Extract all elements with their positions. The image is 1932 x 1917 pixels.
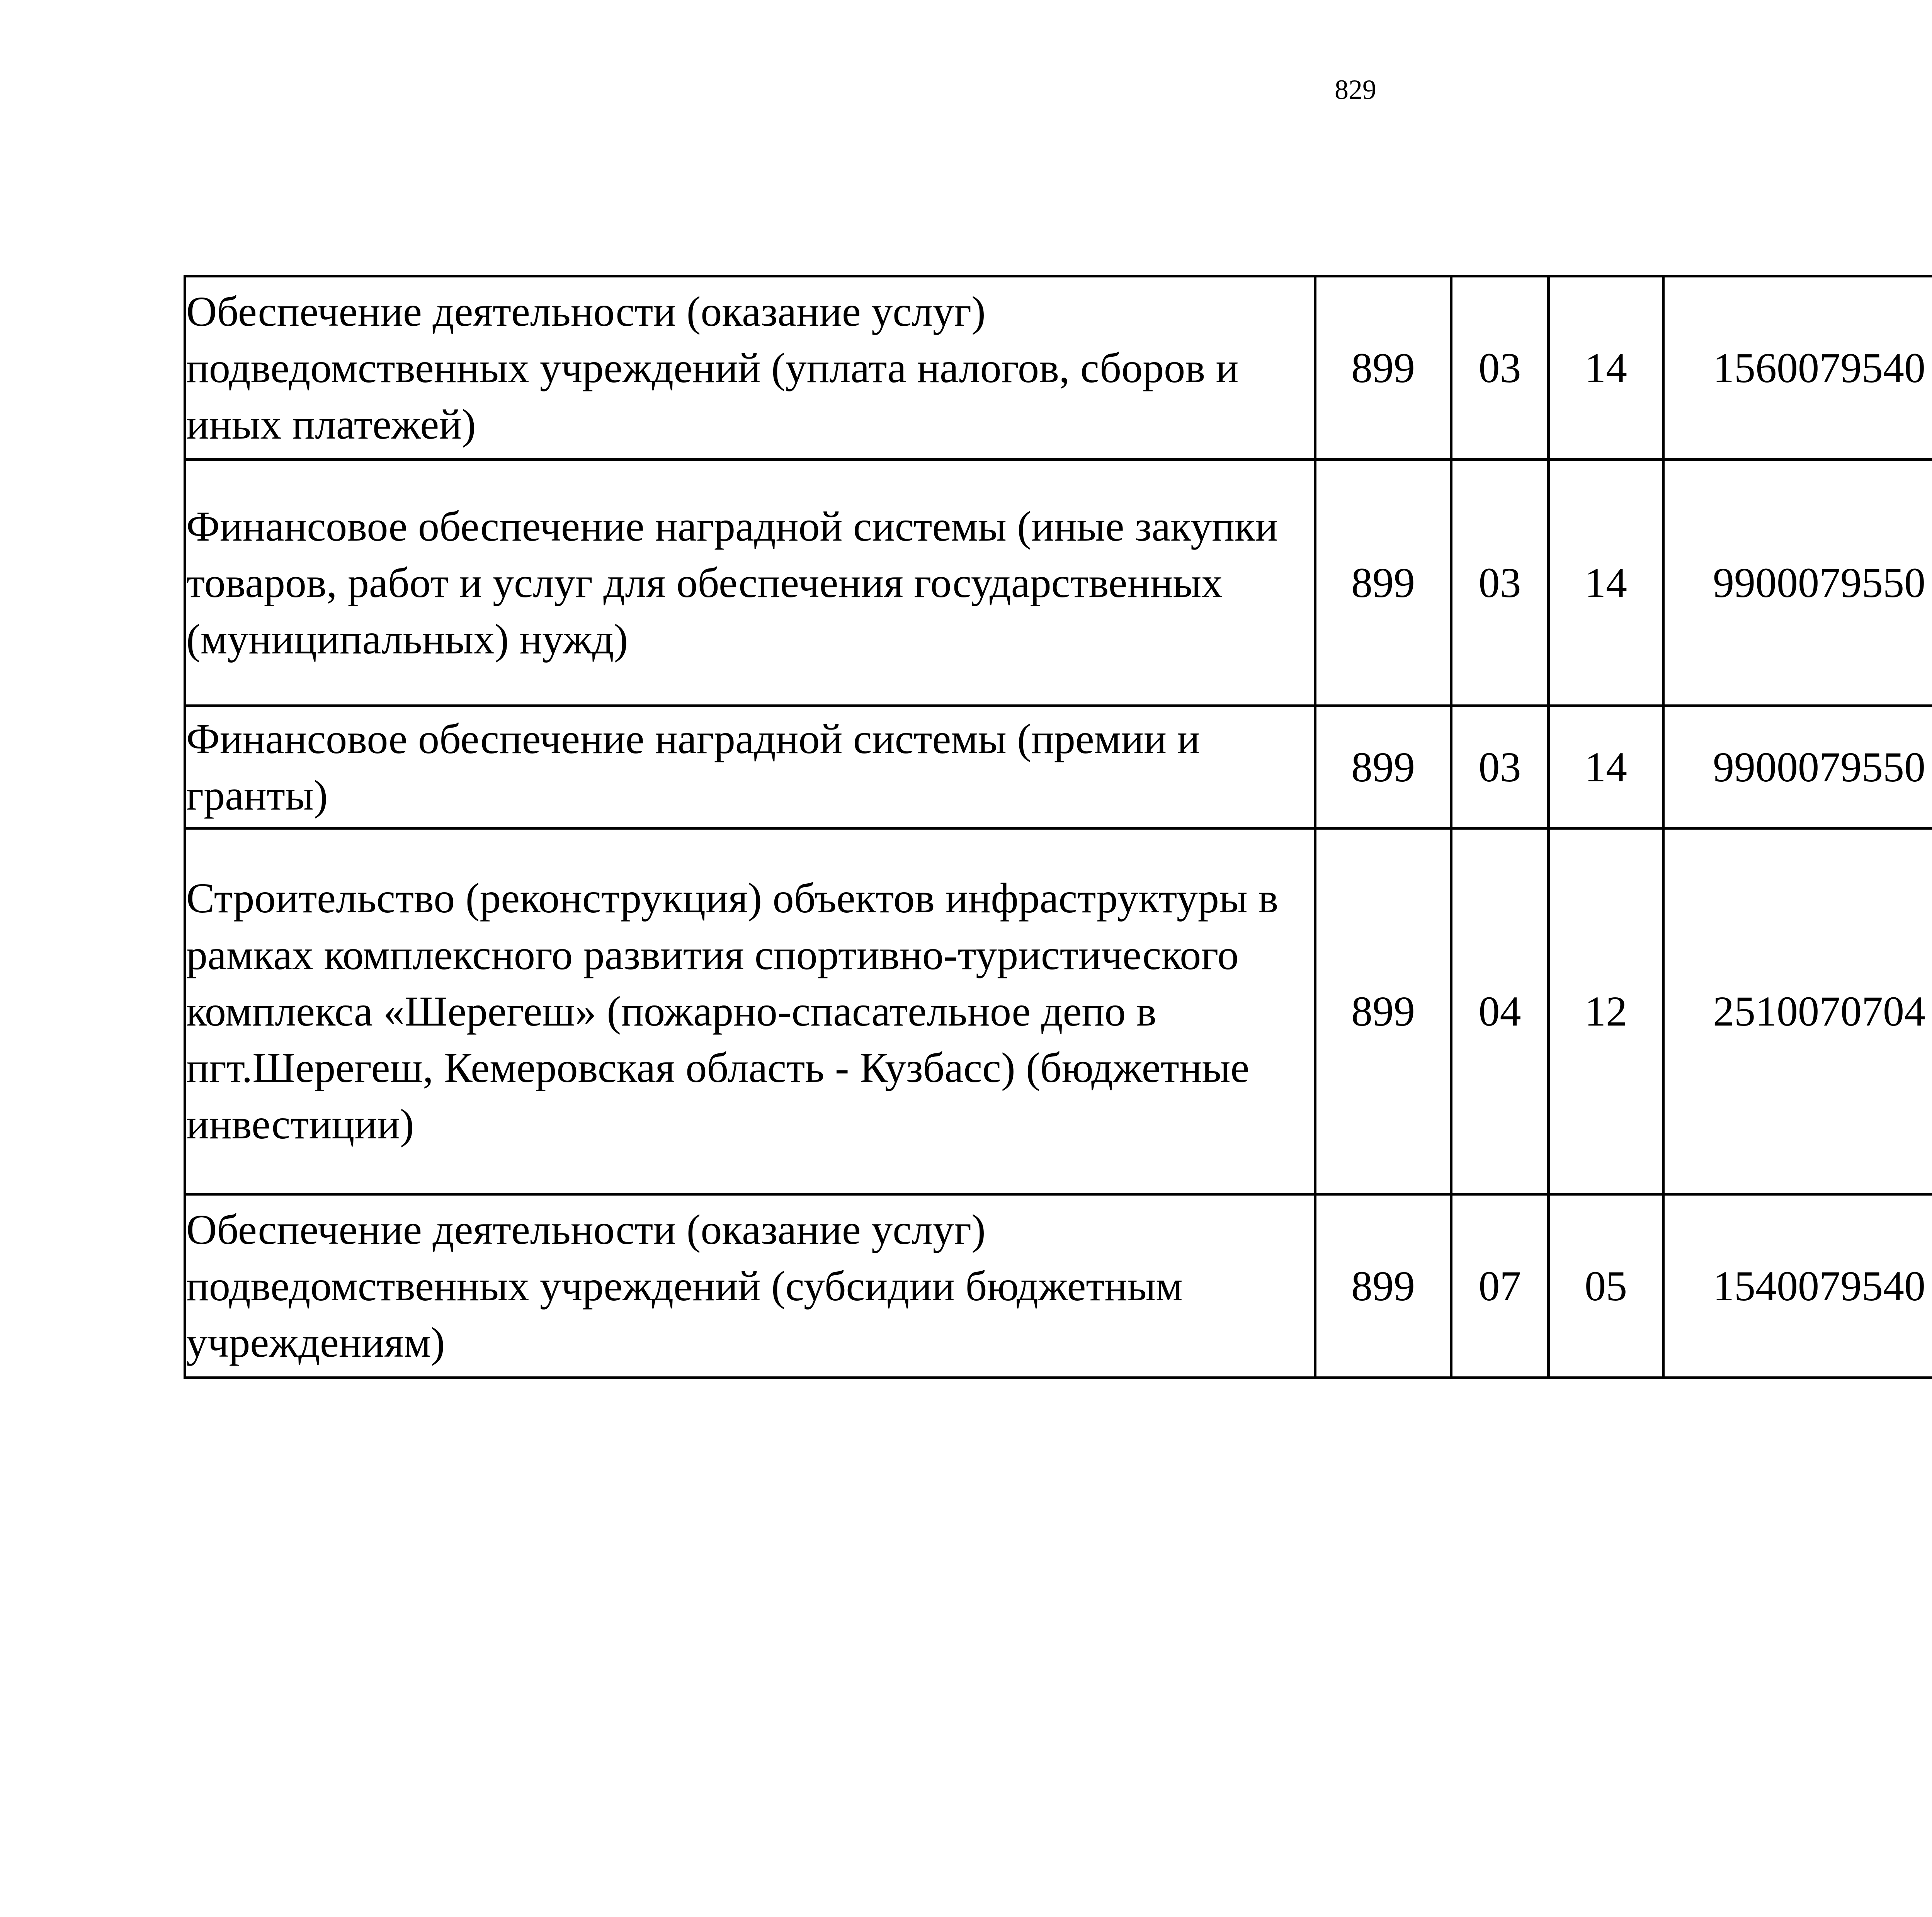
page-number: 829: [1335, 74, 1376, 105]
expense-name-cell: Обеспечение деятельности (оказание услуг) подведомственных учреждений (уплата налогов, сборов и иных платежей): [185, 276, 1315, 460]
target-article-cell: 2510070704: [1663, 828, 1932, 1194]
section-code-cell: 03: [1451, 276, 1549, 460]
org-code-cell: 899: [1315, 706, 1451, 828]
section-code-cell: 03: [1451, 706, 1549, 828]
target-article-cell: 9900079550: [1663, 706, 1932, 828]
subsection-code-cell: 14: [1549, 460, 1663, 706]
org-code-cell: 899: [1315, 828, 1451, 1194]
subsection-code-cell: 14: [1549, 276, 1663, 460]
subsection-code-cell: 14: [1549, 706, 1663, 828]
section-code-cell: 03: [1451, 460, 1549, 706]
table-row: [185, 828, 1932, 1194]
expense-name-cell: Финансовое обеспечение наградной системы (премии и гранты): [185, 706, 1315, 828]
subsection-code-cell: 12: [1549, 828, 1663, 1194]
table-row: [185, 460, 1932, 706]
expense-name-cell: Обеспечение деятельности (оказание услуг) подведомственных учреждений (субсидии бюджетным учреждениям): [185, 1194, 1315, 1378]
org-code-cell: 899: [1315, 1194, 1451, 1378]
org-code-cell: 899: [1315, 276, 1451, 460]
section-code-cell: 04: [1451, 828, 1549, 1194]
target-article-cell: 1560079540: [1663, 276, 1932, 460]
subsection-code-cell: 05: [1549, 1194, 1663, 1378]
table-row: [185, 276, 1932, 460]
expense-name-cell: Строительство (реконструкция) объектов инфраструктуры в рамках комплексного развития спортивно-туристического комплекса «Шерегеш» (пожарно-спасательное депо в пгт.Шерегеш, Кемеровская область - Кузбасс) (бюджетные инвестиции): [185, 828, 1315, 1194]
org-code-cell: 899: [1315, 460, 1451, 706]
budget-table: [184, 275, 1932, 1379]
section-code-cell: 07: [1451, 1194, 1549, 1378]
expense-name-cell: Финансовое обеспечение наградной системы (иные закупки товаров, работ и услуг для обеспечения государственных (муниципальных) нужд): [185, 460, 1315, 706]
table-row: [185, 706, 1932, 828]
table-row: [185, 1194, 1932, 1378]
target-article-cell: 1540079540: [1663, 1194, 1932, 1378]
target-article-cell: 9900079550: [1663, 460, 1932, 706]
